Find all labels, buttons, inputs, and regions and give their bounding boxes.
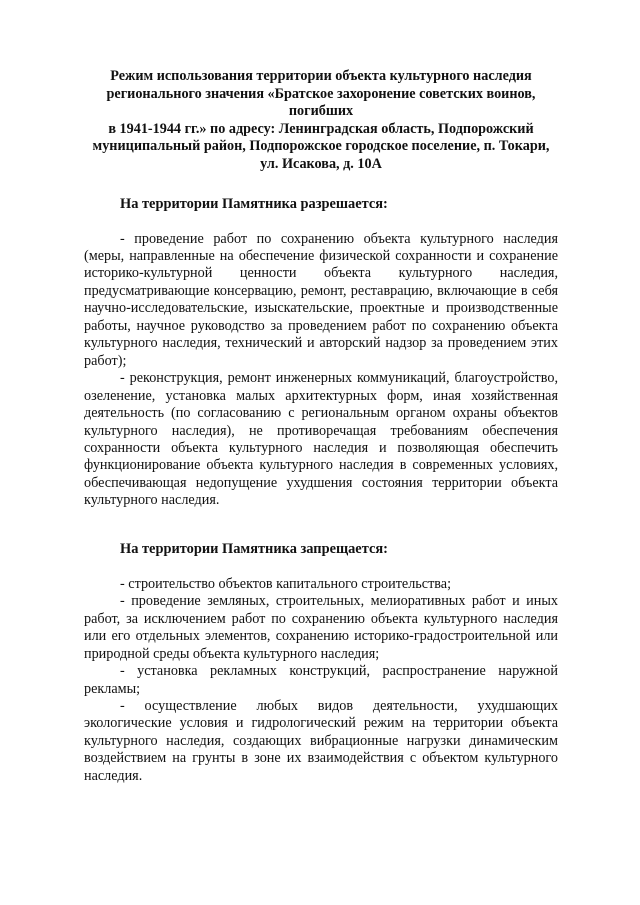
prohibited-list: [84, 576, 558, 785]
allowed-heading: На территории Памятника разрешается:: [120, 195, 388, 212]
title-line: муниципальный район, Подпорожское городское поселение, п. Токари,: [92, 138, 550, 155]
prohibited-item: - проведение земляных, строительных, мелиоративных работ и иных работ, за исключением работ по сохранению объекта культурного наследия или его отдельных элементов, сохранению историко-градостроительной или природной среды объекта культурного наследия;: [84, 593, 558, 662]
title-line: регионального значения «Братское захоронение советских воинов, погибших: [106, 85, 536, 120]
title-line: ул. Исакова, д. 10А: [260, 155, 382, 172]
allowed-section: [84, 195, 558, 510]
title-line: Режим использования территории объекта культурного наследия: [110, 68, 532, 84]
prohibited-heading: На территории Памятника запрещается:: [120, 540, 388, 557]
prohibited-section: [84, 540, 558, 785]
prohibited-item: - осуществление любых видов деятельности, ухудшающих экологические условия и гидрологический режим на территории объекта культурного наследия, создающих вибрационные нагрузки динамическим воздействием на грунты в зоне их взаимодействия с объектом культурного наследия.: [84, 697, 558, 784]
allowed-item: - реконструкция, ремонт инженерных коммуникаций, благоустройство, озеленение, установка малых архитектурных форм, иная хозяйственная деятельность (по согласованию с региональным органом охраны объектов культурного наследия), не противоречащая требованиям обеспечения сохранности объекта культурного наследия и позволяющая обеспечить функционирование объекта культурного наследия в современных условиях, обеспечивающая недопущение ухудшения состояния территории объекта культурного наследия.: [84, 370, 558, 509]
allowed-item: - проведение работ по сохранению объекта культурного наследия (меры, направленные на обеспечение физической сохранности и сохранение историко-культурной ценности объекта культурного наследия, предусматривающие консервацию, ремонт, реставрацию, включающие в себя научно-исследовательские, изыскательские, проектные и производственные работы, научное руководство за проведением работ по сохранению объекта культурного наследия, технический и авторский надзор за проведением этих работ);: [84, 230, 558, 369]
prohibited-item: - строительство объектов капитального строительства;: [120, 575, 452, 592]
title-line: в 1941-1944 гг.» по адресу: Ленинградская область, Подпорожский: [108, 120, 534, 137]
allowed-list: [84, 231, 558, 510]
prohibited-item: - установка рекламных конструкций, распространение наружной рекламы;: [84, 663, 558, 697]
document-title: [84, 68, 558, 174]
